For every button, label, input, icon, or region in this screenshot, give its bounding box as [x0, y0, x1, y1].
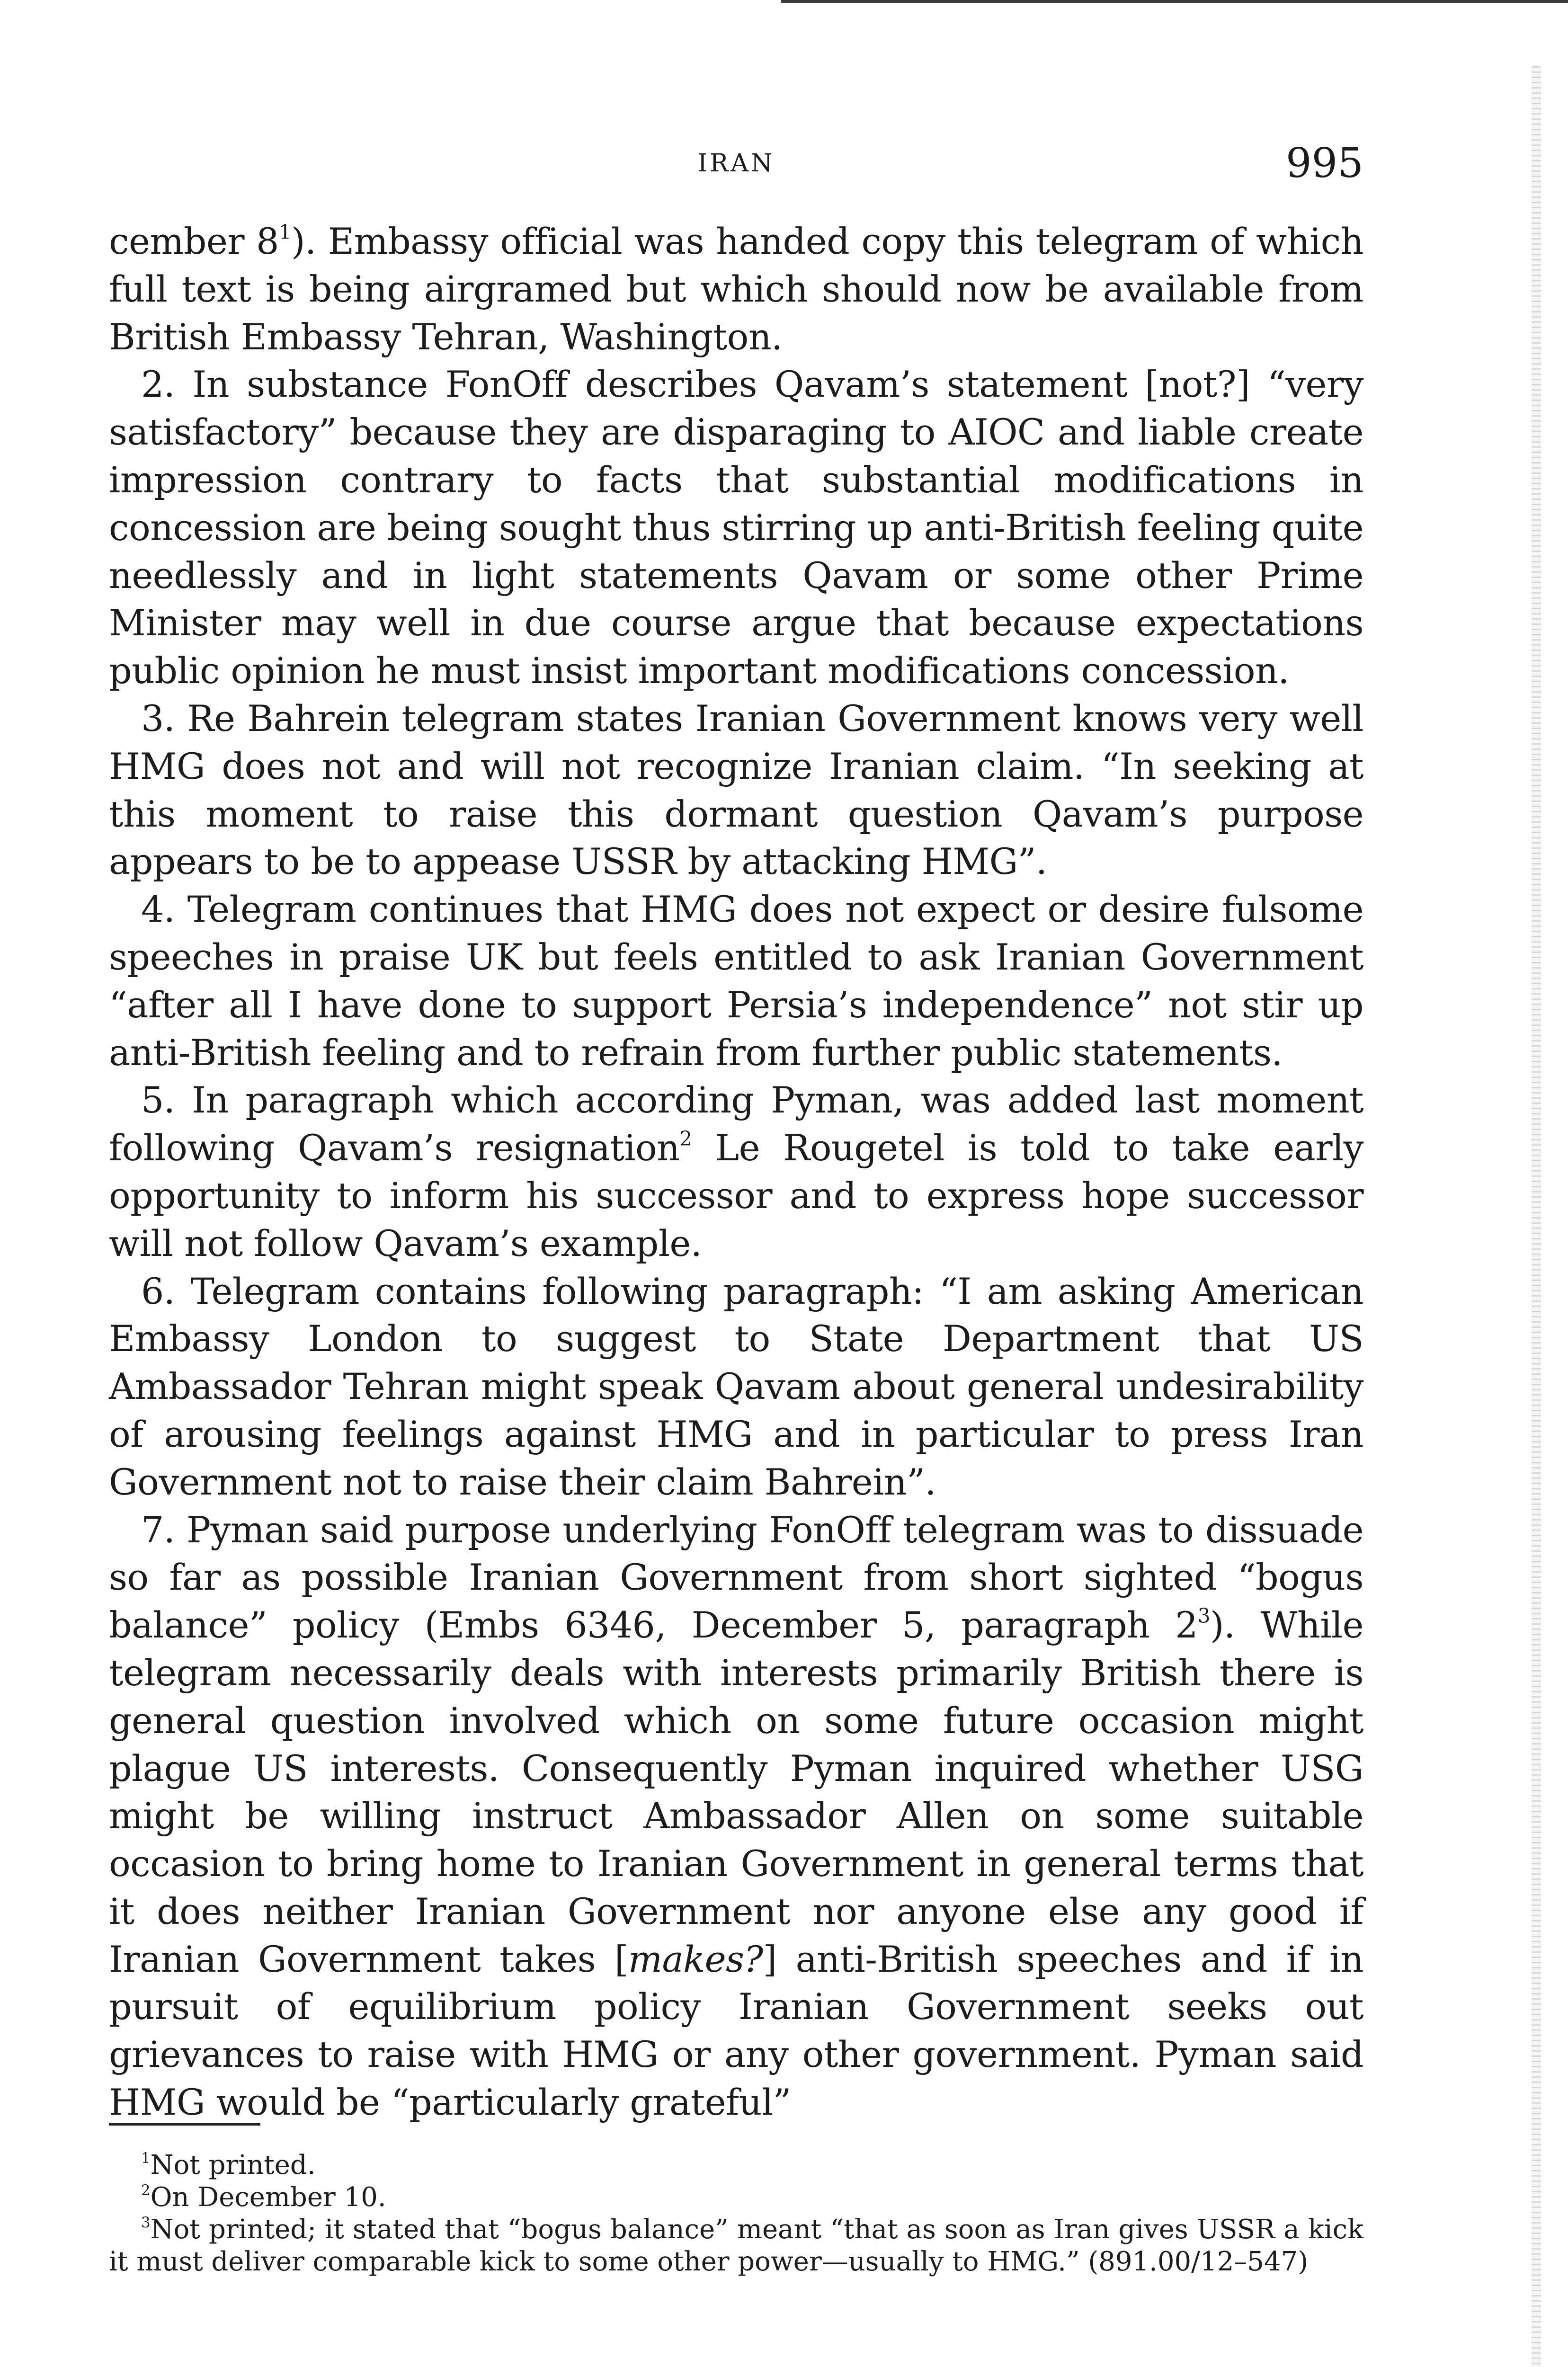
paragraph-text: cember 8	[109, 220, 279, 262]
body-text	[109, 218, 1363, 2127]
paragraph-text: 7. Pyman said purpose underlying FonOff telegram was to dissuade so far as possible Iranian Government from short sighted “bogus balance” policy (Embs 6346, December 5, paragraph 2	[109, 1508, 1363, 1646]
footnote-text: Not printed.	[150, 2150, 316, 2180]
paragraph-text: ). Embassy official was handed copy this telegram of which full text is being airgramed but which should now be available from British Embassy Tehran, Washington.	[109, 220, 1363, 358]
page-edge-shadow	[1532, 66, 1541, 2367]
paragraph-text: 5. In paragraph which according Pyman, was added last moment following Qavam’s resignation	[109, 1079, 1363, 1169]
paragraph-text: Le Rougetel is told to take early opportunity to inform his successor and to express hope successor will not follow Qavam’s example.	[109, 1127, 1363, 1264]
footnote-ref: 3	[1197, 1604, 1210, 1628]
paragraph-5	[109, 1077, 1363, 1267]
paragraph-6: 6. Telegram contains following paragraph: “I am asking American Embassy London to suggest to State Department that US Ambassador Tehran might speak Qavam about general undesirability of arousing feelings against HMG and in particular to press Iran Government not to raise their claim Bahrein”.	[109, 1270, 1363, 1503]
paragraph-4: 4. Telegram continues that HMG does not expect or desire fulsome speeches in praise UK but feels entitled to ask Iranian Government “after all I have done to support Persia’s independence” not stir up anti-British feeling and to refrain from further public statements.	[109, 888, 1363, 1074]
footnote-ref: 2	[679, 1127, 692, 1150]
footnote-mark: 2	[141, 2181, 151, 2199]
running-head: IRAN	[697, 149, 775, 178]
footnote-text: On December 10.	[150, 2182, 386, 2213]
paragraph-2: 2. In substance FonOff describes Qavam’s statement [not?] “very satisfactory” because they are disparaging to AIOC and liable create impression contrary to facts that substantial modifications in concession are being sought thus stirring up anti-British feeling quite needlessly and in light statements Qavam or some other Prime Minister may well in due course argue that because expectations public opinion he must insist important modifications concession.	[109, 363, 1363, 692]
paragraph-3: 3. Re Bahrein telegram states Iranian Government knows very well HMG does not and will not recognize Iranian claim. “In seeking at this moment to raise this dormant question Qavam’s purpose appears to be to appease USSR by attacking HMG”.	[109, 697, 1363, 883]
footnote-mark: 3	[141, 2214, 151, 2231]
paragraph-continuation	[109, 218, 1363, 361]
italic-insertion: makes?	[628, 1938, 763, 1980]
footnote-mark: 1	[141, 2149, 151, 2167]
footnote-divider	[109, 2123, 260, 2126]
footnote-ref: 1	[278, 220, 291, 244]
footnote-text: Not printed; it stated that “bogus balance” meant “that as soon as Iran gives USSR a kick it must deliver comparable kick to some other power—usually to HMG.” (891.00/12–547)	[109, 2214, 1363, 2277]
paragraph-text: ). While telegram necessarily deals with interests primarily British there is general question involved which on some future occasion might plague US interests. Consequently Pyman inquired whether USG might be willing instruct Ambassador Allen on some suitable occasion to bring home to Iranian Government in general terms that it does neither Iranian Government nor anyone else any good if Iranian Government takes [	[109, 1604, 1363, 1980]
page-number: 995	[1285, 140, 1363, 187]
footnotes	[109, 2149, 1363, 2278]
paragraph-7	[109, 1506, 1363, 2127]
top-edge-rule	[781, 0, 1568, 3]
footnote-2	[109, 2181, 1363, 2214]
footnote-3	[109, 2214, 1363, 2278]
paragraph-text: ] anti-British speeches and if in pursuit of equilibrium policy Iranian Government seeks out grievances to raise with HMG or any other government. Pyman said HMG would be “particularly grateful”	[109, 1938, 1363, 2124]
footnote-1	[109, 2149, 1363, 2181]
page-header	[109, 135, 1363, 192]
